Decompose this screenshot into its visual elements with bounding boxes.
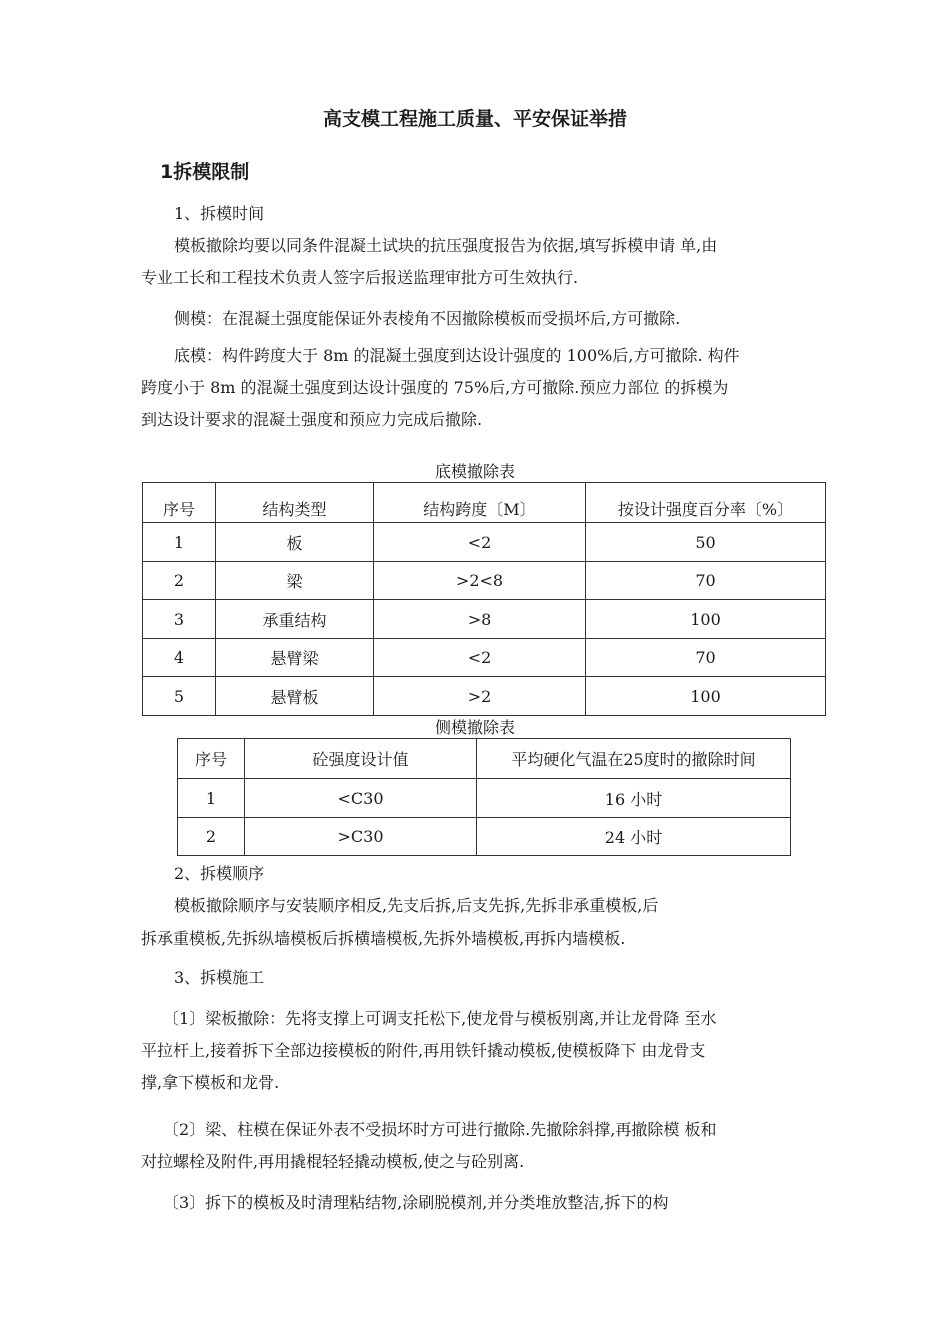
- table-row: [143, 600, 826, 639]
- item1-paragraph-1: [141, 236, 836, 300]
- document-title: 高支模工程施工质量、平安保证举措: [322, 108, 627, 130]
- table-cell: 2: [178, 818, 245, 856]
- item3-paragraph-2: [141, 1120, 836, 1184]
- text-line: 模板撤除均要以同条件混凝土试块的抗压强度报告为依据,填写拆模申请 单,由: [174, 236, 718, 255]
- table-cell: 1: [143, 523, 216, 562]
- text-line: 撑,拿下模板和龙骨.: [141, 1073, 280, 1092]
- text-line: 〔1〕梁板撤除：先将支撑上可调支托松下,使龙骨与模板别离,并让龙骨降 至水: [163, 1009, 717, 1028]
- table-row: [143, 523, 826, 562]
- table-cell: 4: [143, 639, 216, 677]
- table-row: [178, 779, 791, 818]
- column-header: 砼强度设计值: [245, 739, 477, 779]
- side-formwork-table: [177, 738, 791, 856]
- item3-paragraph-1: [141, 1009, 836, 1105]
- text-line: 对拉螺栓及附件,再用撬棍轻轻撬动模板,使之与砼别离.: [141, 1152, 525, 1171]
- table-cell: 梁: [216, 562, 374, 600]
- item3-paragraph-3: 〔3〕拆下的模板及时清理粘结物,涂刷脱模剂,并分类堆放整洁,拆下的构: [163, 1193, 669, 1212]
- column-header: 结构跨度〔M〕: [374, 483, 586, 523]
- table-row: [143, 677, 826, 716]
- table-cell: 1: [178, 779, 245, 818]
- text-line: 平拉杆上,接着拆下全部边接模板的附件,再用铁钎撬动模板,使模板降下 由龙骨支: [141, 1041, 706, 1060]
- item3-heading: 3、拆模施工: [174, 968, 265, 987]
- item1-paragraph-3: [141, 346, 836, 442]
- table-cell: >2<8: [374, 562, 586, 600]
- item2-line-2: 拆承重模板,先拆纵墙模板后拆横墙模板,先拆外墙模板,再拆内墙模板.: [141, 929, 626, 948]
- text-line: 到达设计要求的混凝土强度和预应力完成后撤除.: [141, 410, 483, 429]
- table-cell: 5: [143, 677, 216, 716]
- table-cell: 16 小时: [477, 779, 791, 818]
- table-cell: 悬臂板: [216, 677, 374, 716]
- table-cell: 承重结构: [216, 600, 374, 639]
- bottom-table-caption: 底模撤除表: [434, 462, 515, 481]
- table-row: [143, 562, 826, 600]
- table-cell: 100: [586, 677, 826, 716]
- table-cell: <2: [374, 639, 586, 677]
- table-cell: >8: [374, 600, 586, 639]
- column-header: 平均硬化气温在25度时的撤除时间: [477, 739, 791, 779]
- text-line: 底模：构件跨度大于 8m 的混凝土强度到达设计强度的 100%后,方可撤除. 构件: [174, 346, 740, 365]
- table-cell: >C30: [245, 818, 477, 856]
- table-cell: 悬臂梁: [216, 639, 374, 677]
- table-cell: 70: [586, 639, 826, 677]
- table-cell: >2: [374, 677, 586, 716]
- table-cell: 3: [143, 600, 216, 639]
- section-heading: 1拆模限制: [160, 161, 250, 183]
- item1-paragraph-2: 侧模：在混凝土强度能保证外表棱角不因撤除模板而受损坏后,方可撤除.: [174, 309, 681, 328]
- table-cell: <2: [374, 523, 586, 562]
- table-header-row: [178, 739, 791, 779]
- table-cell: 50: [586, 523, 826, 562]
- column-header: 序号: [178, 739, 245, 779]
- bottom-formwork-table: [142, 482, 826, 716]
- column-header: 序号: [143, 483, 216, 523]
- item2-line-1: 模板撤除顺序与安装顺序相反,先支后拆,后支先拆,先拆非承重模板,后: [174, 896, 659, 915]
- table-cell: 24 小时: [477, 818, 791, 856]
- table-cell: <C30: [245, 779, 477, 818]
- table-header-row: [143, 483, 826, 523]
- side-table-caption: 侧模撤除表: [434, 718, 515, 737]
- text-line: 专业工长和工程技术负责人签字后报送监理审批方可生效执行.: [141, 268, 579, 287]
- table-row: [143, 639, 826, 677]
- item1-heading: 1、拆模时间: [174, 204, 265, 223]
- text-line: 〔2〕梁、柱模在保证外表不受损坏时方可进行撤除.先撤除斜撑,再撤除模 板和: [163, 1120, 717, 1139]
- text-line: 跨度小于 8m 的混凝土强度到达设计强度的 75%后,方可撤除.预应力部位 的拆模为: [141, 378, 729, 397]
- table-cell: 板: [216, 523, 374, 562]
- item2-heading: 2、拆模顺序: [174, 864, 265, 883]
- table-cell: 2: [143, 562, 216, 600]
- table-row: [178, 818, 791, 856]
- table-cell: 100: [586, 600, 826, 639]
- column-header: 按设计强度百分率〔%〕: [586, 483, 826, 523]
- table-cell: 70: [586, 562, 826, 600]
- column-header: 结构类型: [216, 483, 374, 523]
